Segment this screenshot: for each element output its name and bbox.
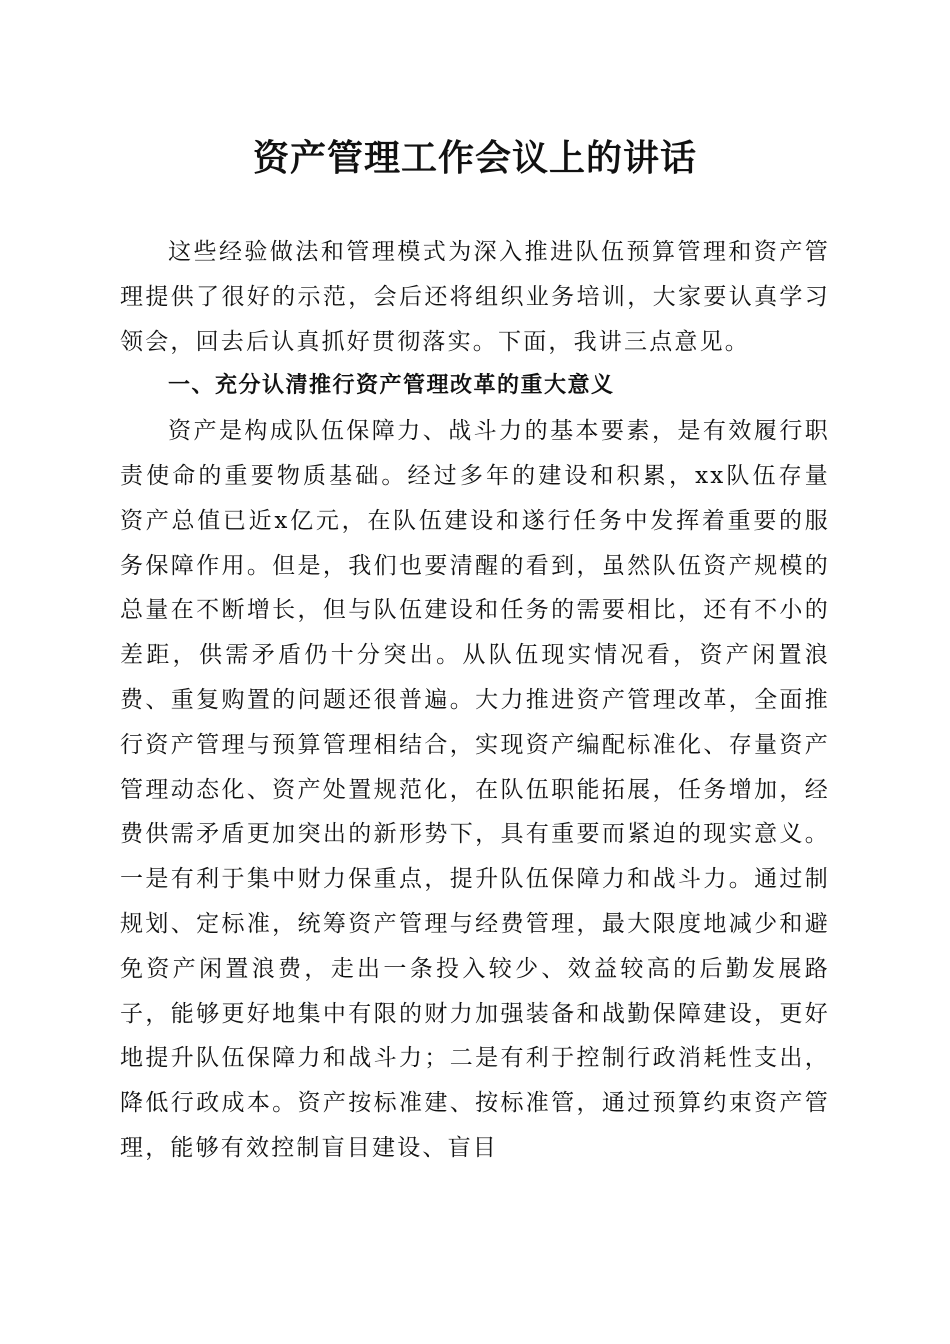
intro-paragraph: 这些经验做法和管理模式为深入推进队伍预算管理和资产管理提供了很好的示范，会后还将组织业务培训，大家要认真学习领会，回去后认真抓好贯彻落实。下面，我讲三点意见。 <box>120 239 830 355</box>
section-paragraph: 资产是构成队伍保障力、战斗力的基本要素，是有效履行职责使命的重要物质基础。经过多年的建设和积累，xx队伍存量资产总值已近x亿元，在队伍建设和遂行任务中发挥着重要的服务保障作用。但是，我们也要清醒的看到，虽然队伍资产规模的总量在不断增长，但与队伍建设和任务的需要相比，还有不小的差距，供需矛盾仍十分突出。从队伍现实情况看，资产闲置浪费、重复购置的问题还很普遍。大力推进资产管理改革，全面推行资产管理与预算管理相结合，实现资产编配标准化、存量资产管理动态化、资产处置规范化，在队伍职能拓展，任务增加，经费供需矛盾更加突出的新形势下，具有重要而紧迫的现实意义。一是有利于集中财力保重点，提升队伍保障力和战斗力。通过制规划、定标准，统筹资产管理与经费管理，最大限度地减少和避免资产闲置浪费，走出一条投入较少、效益较高的后勤发展路子，能够更好地集中有限的财力加强装备和战勤保障建设，更好地提升队伍保障力和战斗力；二是有利于控制行政消耗性支出，降低行政成本。资产按标准建、按标准管，通过预算约束资产管理，能够有效控制盲目建设、盲目 <box>120 418 830 1161</box>
section-heading: 一、充分认清推行资产管理改革的重大意义 <box>168 373 615 399</box>
document-body <box>120 230 830 1171</box>
document-title: 资产管理工作会议上的讲话 <box>252 137 697 179</box>
